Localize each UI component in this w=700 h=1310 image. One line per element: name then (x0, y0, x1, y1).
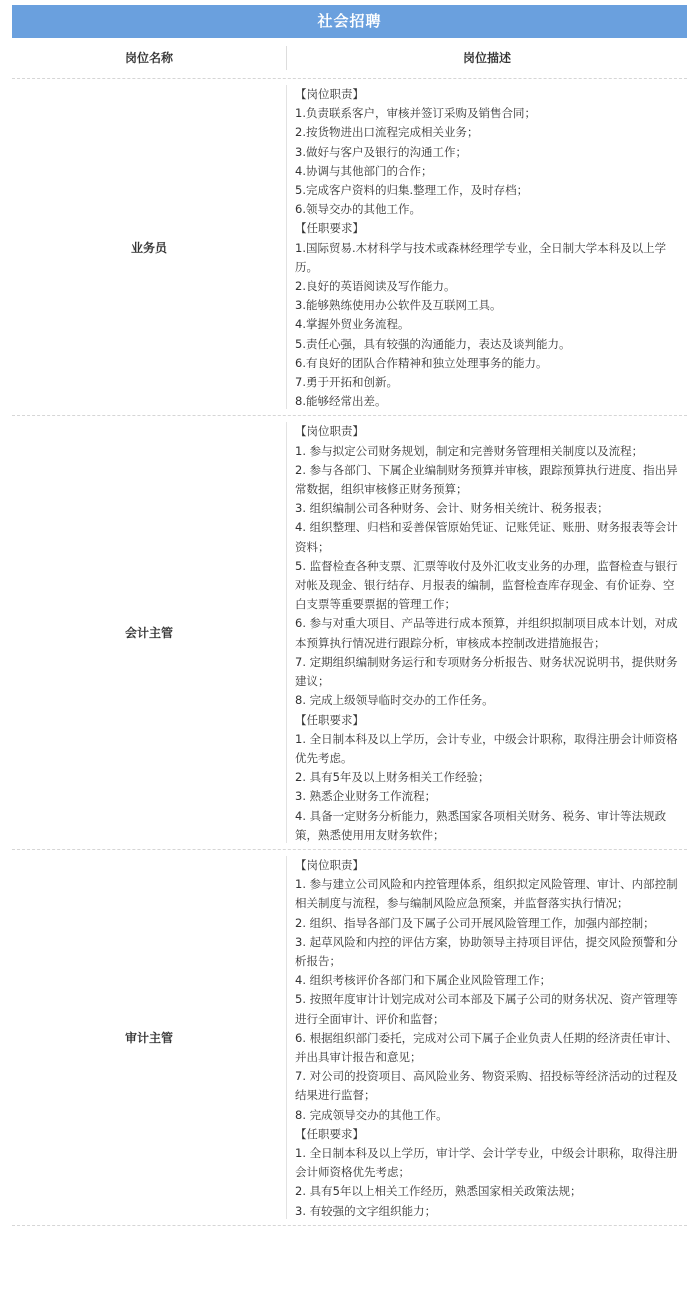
desc-line: 6. 参与对重大项目、产品等进行成本预算，并组织拟制项目成本计划，对成本预算执行情况进行跟踪分析，审核成本控制改进措施报告； (295, 616, 678, 650)
desc-line: 【岗位职责】 (295, 424, 364, 439)
recruitment-table (12, 5, 687, 1226)
desc-line: 2.良好的英语阅读及写作能力。 (295, 279, 456, 294)
desc-line: 1. 参与拟定公司财务规划，制定和完善财务管理相关制度以及流程； (295, 443, 644, 458)
table-row (12, 416, 687, 849)
header-job-description: 岗位描述 (462, 51, 511, 65)
desc-line: 6.有良好的团队合作精神和独立处理事务的能力。 (295, 355, 548, 370)
desc-line: 1.负责联系客户，审核并签订采购及销售合同； (295, 106, 536, 121)
desc-line: 3. 熟悉企业财务工作流程； (295, 789, 437, 804)
desc-line: 3. 起草风险和内控的评估方案，协助领导主持项目评估，提交风险预警和分析报告； (295, 934, 678, 968)
desc-line: 5. 按照年度审计计划完成对公司本部及下属子公司的财务状况、资产管理等进行全面审计、评价和监督； (295, 992, 678, 1026)
desc-line: 6. 根据组织部门委托，完成对公司下属子企业负责人任期的经济责任审计、并出具审计报告和意见； (295, 1030, 678, 1064)
job-description (287, 416, 687, 848)
desc-line: 5.责任心强，具有较强的沟通能力，表达及谈判能力。 (295, 336, 571, 351)
desc-line: 3.能够熟练使用办公软件及互联网工具。 (295, 298, 502, 313)
table-header (12, 38, 687, 79)
desc-line: 【任职要求】 (295, 221, 364, 236)
job-description (287, 850, 687, 1225)
desc-line: 2. 具有5年及以上财务相关工作经验； (295, 770, 490, 785)
desc-line: 1. 全日制本科及以上学历，审计学、会计学专业，中级会计职称，取得注册会计师资格优先考虑； (295, 1145, 678, 1180)
desc-line: 【岗位职责】 (295, 87, 364, 101)
job-name: 审计主管 (12, 856, 287, 1219)
desc-line: 3. 有较强的文字组织能力； (295, 1203, 437, 1218)
job-name: 会计主管 (12, 422, 287, 842)
desc-line: 4. 组织整理、归档和妥善保管原始凭证、记账凭证、账册、财务报表等会计资料； (295, 520, 678, 554)
table-title: 社会招聘 (12, 5, 687, 38)
job-description (287, 79, 687, 415)
desc-line: 2.按货物进出口流程完成相关业务； (295, 125, 479, 140)
job-name: 业务员 (12, 85, 287, 409)
desc-line: 1. 参与建立公司风险和内控管理体系，组织拟定风险管理、审计、内部控制相关制度与流程，参与编制风险应急预案，并监督落实执行情况； (295, 877, 678, 911)
desc-line: 8. 完成上级领导临时交办的工作任务。 (295, 693, 494, 708)
desc-line: 7.勇于开拓和创新。 (295, 375, 398, 390)
desc-line: 2. 具有5年以上相关工作经历，熟悉国家相关政策法规； (295, 1184, 582, 1199)
desc-line: 7. 定期组织编制财务运行和专项财务分析报告、财务状况说明书，提供财务建议； (295, 654, 678, 689)
desc-line: 3.做好与客户及银行的沟通工作； (295, 144, 467, 159)
header-job-name: 岗位名称 (12, 46, 287, 70)
desc-line: 1. 全日制本科及以上学历，会计专业，中级会计职称，取得注册会计师资格优先考虑。 (295, 731, 678, 765)
desc-line: 4. 具备一定财务分析能力，熟悉国家各项相关财务、税务、审计等法规政策，熟悉使用用友财务软件； (295, 808, 667, 842)
desc-line: 【任职要求】 (295, 712, 364, 727)
desc-line: 4.掌握外贸业务流程。 (295, 317, 410, 332)
desc-line: 4.协调与其他部门的合作； (295, 163, 433, 178)
table-row (12, 79, 687, 416)
desc-line: 7. 对公司的投资项目、高风险业务、物资采购、招投标等经济活动的过程及结果进行监督； (295, 1069, 678, 1103)
desc-line: 8.能够经常出差。 (295, 394, 387, 409)
desc-line: 6.领导交办的其他工作。 (295, 202, 421, 217)
desc-line: 2. 组织、指导各部门及下属子公司开展风险管理工作，加强内部控制； (295, 915, 655, 930)
desc-line: 5.完成客户资料的归集.整理工作，及时存档； (295, 183, 529, 198)
desc-line: 【任职要求】 (295, 1126, 364, 1141)
desc-line: 2. 参与各部门、下属企业编制财务预算并审核，跟踪预算执行进度、指出异常数据，组织审核修正财务预算； (295, 462, 678, 497)
table-row (12, 850, 687, 1226)
desc-line: 【岗位职责】 (295, 857, 364, 872)
desc-line: 8. 完成领导交办的其他工作。 (295, 1107, 448, 1122)
desc-line: 3. 组织编制公司各种财务、会计、财务相关统计、税务报表； (295, 501, 609, 516)
desc-line: 1.国际贸易.木材科学与技术或森林经理学专业，全日制大学本科及以上学历。 (295, 240, 667, 274)
desc-line: 5. 监督检查各种支票、汇票等收付及外汇收支业务的办理，监督检查与银行对帐及现金、银行结存、月报表的编制，监督检查库存现金、有价证券、空白支票等重要票据的管理工作； (295, 558, 678, 612)
desc-line: 4. 组织考核评价各部门和下属企业风险管理工作； (295, 973, 552, 988)
